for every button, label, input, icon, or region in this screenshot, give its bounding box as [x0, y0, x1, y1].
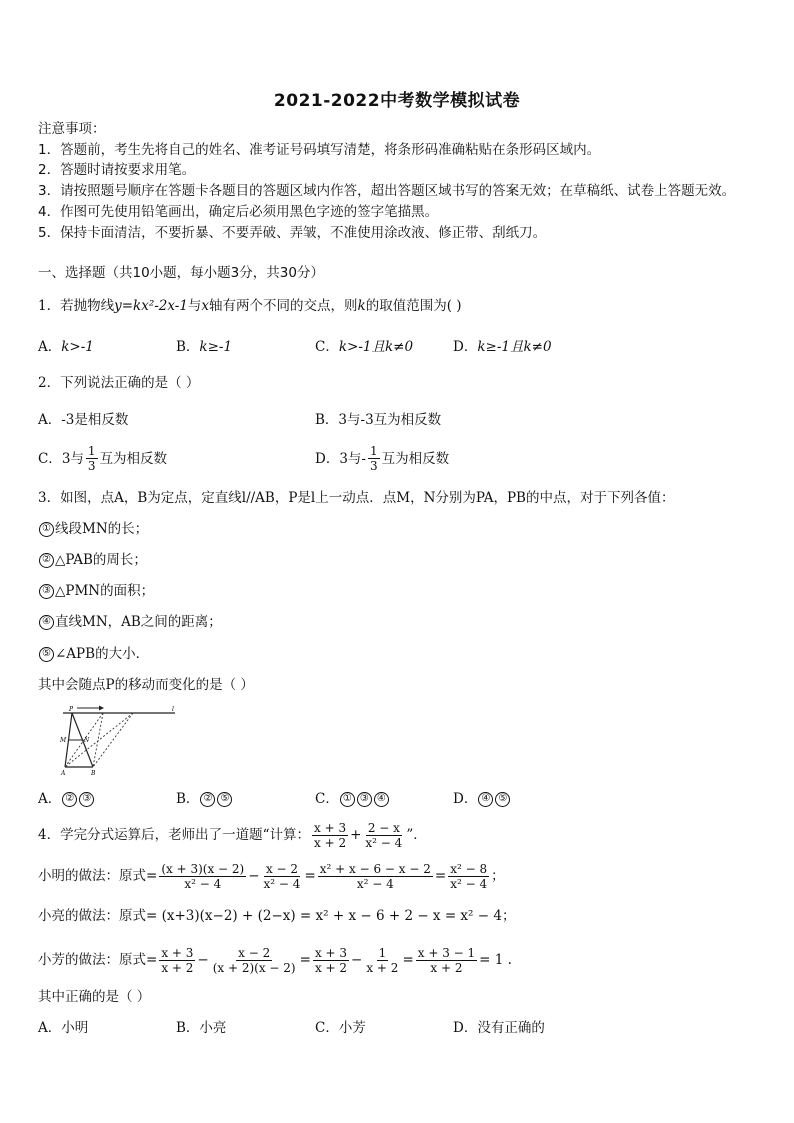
q4-ask: 其中正确的是（ ） [38, 989, 151, 1005]
page-title: 2021-2022中考数学模拟试卷 [273, 91, 521, 111]
q4-option-d[interactable] [453, 1019, 545, 1037]
fraction-numerator: (x + 3)(x − 2) [161, 861, 245, 876]
notice-heading: 注意事项： [38, 121, 106, 137]
fraction-denominator: x + 2 [366, 960, 399, 975]
fraction-numerator: x + 3 [161, 945, 194, 960]
arrow-head-icon [99, 706, 104, 711]
stem-text: 4．学完分式运算后，老师出了一道题“计算： [38, 827, 310, 843]
q3-item-5 [38, 645, 149, 663]
fraction [159, 946, 195, 975]
q3-item-2 [38, 551, 147, 569]
circled-number: ④ [39, 615, 54, 630]
fraction-numerator: x + 3 − 1 [417, 945, 476, 960]
option-text: k≥-1且k≠0 [477, 339, 552, 355]
fraction-denominator: (x + 2)(x − 2) [212, 960, 296, 975]
q4-option-a[interactable] [38, 1019, 88, 1037]
label-m: M [60, 737, 67, 744]
fraction-denominator: x + 2 [161, 960, 194, 975]
q1-variable-k: k [357, 298, 366, 314]
fraction [363, 821, 404, 850]
q3-item-1 [38, 520, 148, 538]
q4-xiaoliang-method [38, 907, 515, 925]
fraction [312, 821, 348, 850]
item-text: ∠APB的大小． [55, 646, 150, 662]
label-n: N [84, 737, 90, 744]
label-b: B [91, 770, 96, 777]
option-text: 没有正确的 [477, 1020, 545, 1036]
option-text: 小芳 [338, 1020, 366, 1036]
fraction [364, 946, 400, 975]
option-label: A． [38, 339, 62, 355]
circled-number: ⑤ [495, 792, 510, 807]
q1-option-a[interactable] [38, 338, 94, 356]
fraction-numerator: x² + x − 6 − x − 2 [319, 861, 431, 876]
option-label: C． [315, 1020, 339, 1036]
fraction-denominator: x² − 4 [356, 876, 394, 891]
circled-number: ② [62, 792, 77, 807]
item-text: △PMN的面积； [55, 583, 155, 599]
label-l: l [172, 706, 174, 713]
option-label: B． [176, 1020, 200, 1036]
fraction-numerator: 1 [369, 444, 378, 458]
q1-variable-x: x [201, 298, 210, 314]
fraction-numerator: 1 [87, 444, 96, 458]
q3-option-d[interactable] [453, 790, 511, 808]
method-label: 小明的做法：原式 [38, 868, 146, 884]
q1-option-b[interactable] [176, 338, 232, 356]
q1-stem-text: 的取值范围为( ) [365, 298, 462, 314]
fraction-numerator: x² − 8 [450, 861, 488, 876]
circled-number: ③ [79, 792, 94, 807]
circled-number: ③ [39, 584, 54, 599]
option-label: A． [38, 791, 62, 807]
q4-stem: 4．学完分式运算后，老师出了一道题“计算： $\frac{x + 3}{x + 2}$ + $\frac{2 - x}{\text{x² − 4}}$ ”． [38, 820, 427, 850]
option-label: D． [453, 1020, 478, 1036]
option-text: D．3与- [315, 450, 366, 467]
notice-item-3: 3．请按照题号顺序在答题卡各题目的答题区域内作答，超出答题区域书写的答案无效；在草稿纸、试卷上答题无效。 [38, 183, 736, 199]
option-label: C． [315, 339, 339, 355]
method-label: 小亮的做法：原式 [38, 908, 146, 924]
q4-xiaoming-method: 小明的做法：原式 = $\frac{(x + 3)(x - 2)}{\text{x² − 4}}$ − $\frac{x - 2}{\text{x² − 4}}$ = $\frac{\text{x² + x − 6 − x − 2}}{\text{x² − 4}}$ = $\frac{\text{x² − 8}}{\text{x² − 4}}$ ； [38, 861, 505, 891]
option-text: 互为相反数 [99, 450, 168, 467]
option-label: D． [453, 791, 478, 807]
option-text: k≥-1 [199, 339, 233, 355]
fraction-denominator: x + 2 [314, 835, 347, 850]
fraction-denominator: x² − 4 [365, 835, 403, 850]
q3-ask: 其中会随点P的移动而变化的是（ ） [38, 677, 254, 693]
fraction-numerator: 2 − x [367, 820, 400, 835]
section-heading: 一、选择题（共10小题，每小题3分，共30分） [38, 265, 324, 281]
q1-stem-text: 与 [187, 298, 202, 314]
label-p: P [69, 706, 74, 713]
fraction [159, 862, 246, 891]
q3-option-a[interactable] [38, 790, 95, 808]
fraction-numerator: x − 2 [238, 945, 271, 960]
option-text: k>-1且k≠0 [338, 339, 414, 355]
fraction-numerator: x + 3 [314, 820, 347, 835]
q1-option-c[interactable] [315, 338, 413, 356]
notice-item-2: 2．答题时请按要求用笔。 [38, 162, 196, 178]
circled-number: ② [200, 792, 215, 807]
q1-option-d[interactable] [453, 338, 552, 356]
fraction-denominator: 3 [87, 459, 96, 473]
option-text: 小明 [61, 1020, 89, 1036]
option-text: 小亮 [199, 1020, 227, 1036]
item-text: 线段MN的长； [55, 521, 149, 537]
q3-option-b[interactable] [176, 790, 233, 808]
method-expression: = 1 . [479, 952, 512, 968]
q1-expression: y=kx²-2x-1 [114, 298, 188, 314]
circled-number: ① [39, 522, 54, 537]
notice-item-5: 5．保持卡面清洁，不要折暴、不要弄破、弄皱，不准使用涂改液、修正带、刮纸刀。 [38, 225, 547, 241]
stem-text: ”． [406, 827, 427, 843]
fraction-denominator: x + 2 [314, 960, 348, 975]
fraction-denominator: x + 2 [430, 960, 463, 975]
q1-stem-text: 轴有两个不同的交点，则 [209, 298, 358, 314]
q2-option-b[interactable]: B．3与-3互为相反数 [315, 412, 442, 428]
q1-stem [38, 297, 462, 315]
circled-number: ④ [374, 792, 389, 807]
option-label: B． [176, 791, 200, 807]
fraction [318, 862, 433, 891]
circled-number: ① [340, 792, 355, 807]
fraction-denominator: 3 [369, 459, 378, 473]
option-label: C． [315, 791, 339, 807]
method-label: 小芳的做法：原式 [38, 952, 146, 968]
fraction-denominator: x² − 4 [184, 876, 222, 891]
option-text: C．3与 [38, 450, 84, 467]
item-text: 直线MN，AB之间的距离； [55, 614, 222, 630]
method-expression: = (x+3)(x−2) + (2−x) = x² + x − 6 + 2 − x = x² − 4； [146, 908, 516, 924]
item-text: △PAB的周长； [55, 552, 147, 568]
q3-option-c[interactable] [315, 790, 390, 808]
q3-item-3 [38, 582, 154, 600]
fraction-numerator: 1 [378, 945, 387, 960]
option-label: B． [176, 339, 200, 355]
fraction [262, 862, 303, 891]
q4-xiaofang-method: 小芳的做法：原式 = $\frac{x + 3}{x + 2}$ − $\frac{x - 2}{(x + 2)(x - 2)}$ = $\frac{x + 3}{x + 2}$ − $\frac{1}{x + 2}$ = $\frac{x + 3 - 1}{x + 2}$ = 1 . [38, 945, 512, 975]
fraction-numerator: x + 3 [314, 945, 348, 960]
q4-option-c[interactable] [315, 1019, 366, 1037]
q3-stem: 3．如图，点A，B为定点，定直线l//AB，P是l上一动点．点M，N分别为PA，PB的中点，对于下列各值： [38, 490, 675, 506]
circled-number: ⑤ [39, 647, 54, 662]
circled-number: ⑤ [217, 792, 232, 807]
option-text: k>-1 [61, 339, 94, 355]
fraction [313, 946, 349, 975]
fraction-denominator: x² − 4 [263, 876, 301, 891]
notice-item-1: 1．答题前，考生先将自己的姓名、准考证号码填写清楚，将条形码准确粘贴在条形码区域内。 [38, 142, 601, 158]
dashed-line [93, 713, 133, 767]
fraction [86, 444, 98, 473]
q2-stem: 2．下列说法正确的是（ ） [38, 375, 200, 391]
q2-option-c[interactable] [38, 444, 167, 473]
fraction-denominator: x² − 4 [450, 876, 488, 891]
circled-number: ③ [357, 792, 372, 807]
fraction [211, 946, 298, 975]
fraction [416, 946, 477, 975]
notice-item-4: 4．作图可先使用铅笔画出，确定后必须用黑色字迹的签字笔描黑。 [38, 204, 439, 220]
circled-number: ② [39, 553, 54, 568]
q3-item-4 [38, 613, 222, 631]
q2-option-a[interactable]: A．-3是相反数 [38, 412, 129, 428]
q4-option-b[interactable] [176, 1019, 226, 1037]
q3-figure [55, 705, 180, 777]
option-label: D． [453, 339, 478, 355]
q1-stem-text: 1．若抛物线 [38, 298, 115, 314]
option-text: 互为相反数 [381, 450, 450, 467]
dashed-line [93, 713, 103, 767]
circled-number: ④ [478, 792, 493, 807]
fraction-numerator: x − 2 [265, 861, 299, 876]
fraction [448, 862, 489, 891]
fraction [368, 444, 380, 473]
option-label: A． [38, 1020, 62, 1036]
label-a: A [61, 770, 66, 777]
q2-option-d[interactable] [315, 444, 449, 473]
